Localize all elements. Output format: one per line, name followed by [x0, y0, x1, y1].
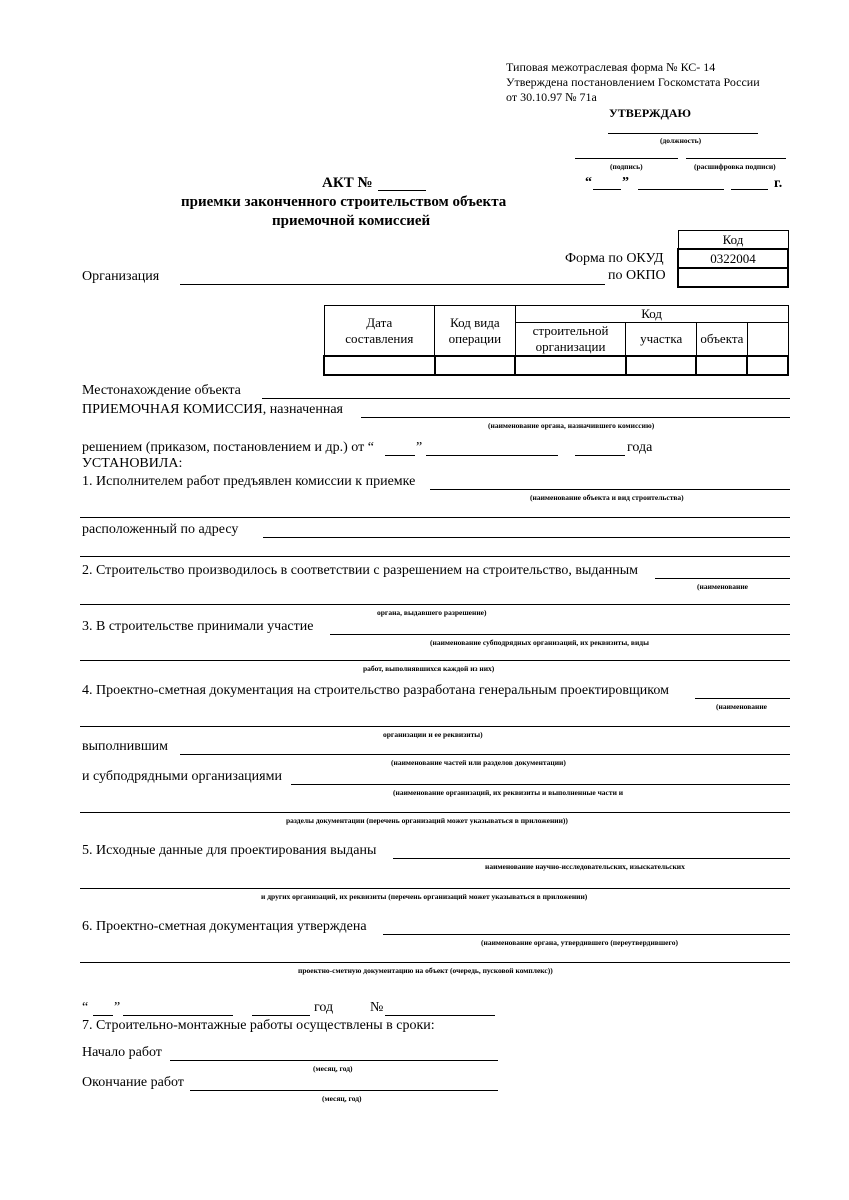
subcontractors-line[interactable]	[291, 784, 790, 785]
start-label: Начало работ	[82, 1045, 162, 1060]
end-label: Окончание работ	[82, 1075, 184, 1090]
form-approved-line: Утверждена постановлением Госкомстата России	[506, 75, 760, 89]
location-line[interactable]	[262, 398, 790, 399]
cell-builder[interactable]	[515, 356, 626, 375]
okud-code-value: 0322004	[678, 249, 788, 268]
start-caption: (месяц, год)	[313, 1064, 353, 1073]
p5-caption-1: наименование научно-исследовательских, изыскательских	[485, 862, 685, 871]
p3-line-2[interactable]	[80, 660, 790, 661]
okud-code-box	[677, 230, 789, 288]
p4-line-2[interactable]	[80, 726, 790, 727]
p6-caption-1: (наименование органа, утвердившего (переутвердившего)	[481, 938, 678, 947]
approve-year-line[interactable]	[731, 189, 768, 190]
p1-line-2[interactable]	[80, 517, 790, 518]
approval-quote-open: “	[82, 1000, 89, 1015]
decision-label: решением (приказом, постановлением и др.) от “	[82, 440, 374, 455]
decision-month-line[interactable]	[426, 455, 558, 456]
commission-label: ПРИЕМОЧНАЯ КОМИССИЯ, назначенная	[82, 402, 343, 417]
form-type-line: Типовая межотраслевая форма № КС- 14	[506, 60, 716, 74]
p7-label: 7. Строительно-монтажные работы осуществлены в сроки:	[82, 1018, 435, 1033]
decision-year-word: года	[627, 440, 653, 455]
subcontractors-line-2[interactable]	[80, 812, 790, 813]
commission-line[interactable]	[361, 417, 790, 418]
approve-month-line[interactable]	[638, 189, 724, 190]
cell-extra[interactable]	[747, 356, 788, 375]
okud-kod-header: Код	[678, 231, 788, 250]
p4-line[interactable]	[695, 698, 790, 699]
p5-line-2[interactable]	[80, 888, 790, 889]
col-extra-header	[747, 323, 788, 357]
p2-caption-2: органа, выдавшего разрешение)	[377, 608, 487, 617]
p5-line[interactable]	[393, 858, 790, 859]
approval-month-line[interactable]	[123, 1015, 233, 1016]
approval-number-line[interactable]	[385, 1015, 495, 1016]
approve-date-quote-open: “	[585, 175, 592, 190]
act-number-line[interactable]	[378, 190, 426, 191]
cell-op[interactable]	[435, 356, 516, 375]
okud-label: Форма по ОКУД	[565, 251, 664, 266]
col-builder-header: строительной организации	[515, 323, 626, 357]
approval-year-label: год	[314, 1000, 334, 1015]
performed-label: выполнившим	[82, 739, 169, 754]
okpo-label: по ОКПО	[608, 268, 666, 283]
position-line[interactable]	[608, 133, 758, 134]
decision-year-line[interactable]	[575, 455, 625, 456]
end-caption: (месяц, год)	[322, 1094, 362, 1103]
p2-line-2[interactable]	[80, 604, 790, 605]
subcontractors-caption-2: разделы документации (перечень организаций может указываться в приложении))	[286, 816, 568, 825]
located-line-2[interactable]	[80, 556, 790, 557]
decision-quote-close: ”	[416, 440, 423, 455]
approve-day-line[interactable]	[593, 189, 621, 190]
performed-line[interactable]	[180, 754, 790, 755]
end-line[interactable]	[190, 1090, 498, 1091]
signature-line[interactable]	[575, 158, 678, 159]
approval-number-sign: №	[370, 1000, 384, 1015]
p4-label: 4. Проектно-сметная документация на строительство разработана генеральным проектировщиком	[82, 683, 669, 698]
signature-decode-line[interactable]	[686, 158, 786, 159]
approval-year-line[interactable]	[252, 1015, 310, 1016]
p4-caption-1: (наименование	[716, 702, 767, 711]
p5-caption-2: и других организаций, их реквизиты (перечень организаций может указываться в приложении)	[261, 892, 588, 901]
document-code-table	[323, 305, 789, 376]
col-op-header: Код вида операции	[435, 306, 516, 357]
approve-year-suffix: г.	[774, 176, 783, 191]
form-date-line: от 30.10.97 № 71а	[506, 90, 597, 104]
cell-object[interactable]	[696, 356, 747, 375]
subcontractors-label: и субподрядными организациями	[82, 769, 282, 784]
act-number-label: АКТ №	[322, 175, 373, 191]
p6-label: 6. Проектно-сметная документация утверждена	[82, 919, 367, 934]
col-object-header: объекта	[696, 323, 747, 357]
p5-label: 5. Исходные данные для проектирования выданы	[82, 843, 377, 858]
p3-caption-2: работ, выполнявшихся каждой из них)	[363, 664, 495, 673]
commission-caption: (наименование органа, назначившего комиссию)	[488, 421, 655, 430]
table-kod-header: Код	[515, 306, 788, 323]
location-label: Местонахождение объекта	[82, 383, 241, 398]
established-label: УСТАНОВИЛА:	[82, 456, 183, 471]
p3-line[interactable]	[330, 634, 790, 635]
signature-caption: (подпись)	[610, 162, 643, 171]
p1-caption: (наименование объекта и вид строительства)	[530, 493, 684, 502]
p1-line[interactable]	[430, 489, 790, 490]
organization-line[interactable]	[180, 284, 605, 285]
organization-label: Организация	[82, 269, 160, 284]
p6-line-2[interactable]	[80, 962, 790, 963]
approve-label: УТВЕРЖДАЮ	[609, 106, 692, 120]
okpo-code-value[interactable]	[678, 268, 788, 287]
p2-label: 2. Строительство производилось в соответствии с разрешением на строительство, выданным	[82, 563, 638, 578]
p6-line[interactable]	[383, 934, 790, 935]
performed-caption: (наименование частей или разделов документации)	[391, 758, 566, 767]
approval-quote-close: ”	[114, 1000, 121, 1015]
p4-caption-2: организации и ее реквизиты)	[383, 730, 483, 739]
p3-label: 3. В строительстве принимали участие	[82, 619, 314, 634]
col-site-header: участка	[626, 323, 697, 357]
act-title: приемки законченного строительством объекта	[181, 194, 507, 210]
located-label: расположенный по адресу	[82, 522, 239, 537]
p2-line[interactable]	[655, 578, 790, 579]
located-line[interactable]	[263, 537, 790, 538]
p3-caption-1: (наименование субподрядных организаций, их реквизиты, виды	[430, 638, 649, 647]
p6-caption-2: проектно-сметную документацию на объект (очередь, пусковой комплекс))	[298, 966, 553, 975]
subcontractors-caption-1: (наименование организаций, их реквизиты и выполненные части и	[393, 788, 624, 797]
start-line[interactable]	[170, 1060, 498, 1061]
approval-day-line[interactable]	[93, 1015, 113, 1016]
decision-day-line[interactable]	[385, 455, 415, 456]
cell-site[interactable]	[626, 356, 697, 375]
cell-date[interactable]	[324, 356, 435, 375]
approve-date-quote-close: ”	[622, 175, 629, 190]
position-caption: (должность)	[660, 136, 702, 145]
col-date-header: Дата составления	[324, 306, 435, 357]
act-subtitle: приемочной комиссией	[272, 213, 431, 229]
signature-decode-caption: (расшифровка подписи)	[694, 162, 776, 171]
p2-caption-1: (наименование	[697, 582, 748, 591]
p1-label: 1. Исполнителем работ предъявлен комиссии к приемке	[82, 474, 416, 489]
